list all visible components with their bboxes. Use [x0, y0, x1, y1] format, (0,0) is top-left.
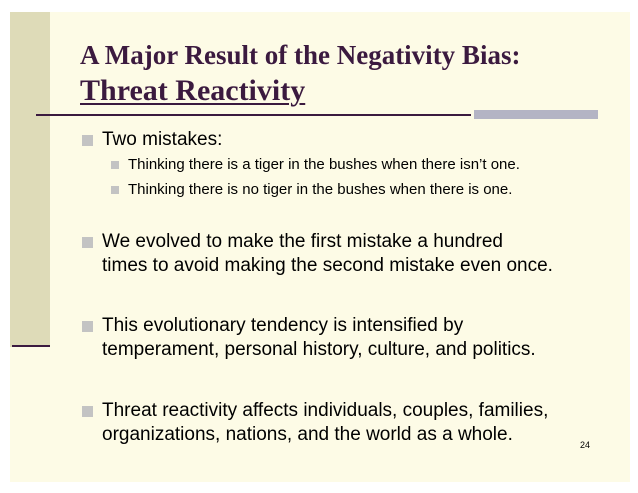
- sub-bullet-text: Thinking there is a tiger in the bushes when there isn’t one.: [128, 156, 520, 173]
- page-number: 24: [580, 440, 591, 450]
- left-accent-bar: [10, 12, 50, 347]
- bullet-square-icon: [82, 406, 93, 417]
- bullet-square-icon: [111, 161, 119, 169]
- bullet-text: Threat reactivity affects individuals, couples, families, organizations, nations, and the world as a whole.: [102, 400, 549, 445]
- title-divider: [36, 114, 471, 116]
- bullet-item: [82, 230, 553, 278]
- bullet-item: [82, 128, 222, 152]
- bullet-square-icon: [82, 321, 93, 332]
- sub-bullet-item: [111, 180, 512, 200]
- bullet-square-icon: [82, 237, 93, 248]
- slide-subtitle: Threat Reactivity: [80, 74, 306, 107]
- bullet-text: We evolved to make the first mistake a hundred times to avoid making the second mistake even once.: [102, 231, 553, 276]
- sub-bullet-text: Thinking there is no tiger in the bushes when there is one.: [128, 181, 513, 198]
- sub-bullet-item: [111, 155, 520, 175]
- bullet-item: [82, 399, 548, 447]
- bullet-square-icon: [111, 186, 119, 194]
- bullet-text: This evolutionary tendency is intensified by temperament, personal history, culture, and politics.: [102, 315, 536, 360]
- left-accent-line: [12, 345, 50, 347]
- bullet-text: Two mistakes:: [102, 129, 223, 150]
- slide-title: A Major Result of the Negativity Bias:: [80, 40, 521, 70]
- bullet-square-icon: [82, 135, 93, 146]
- title-accent-divider: [474, 110, 598, 119]
- bullet-item: [82, 314, 536, 362]
